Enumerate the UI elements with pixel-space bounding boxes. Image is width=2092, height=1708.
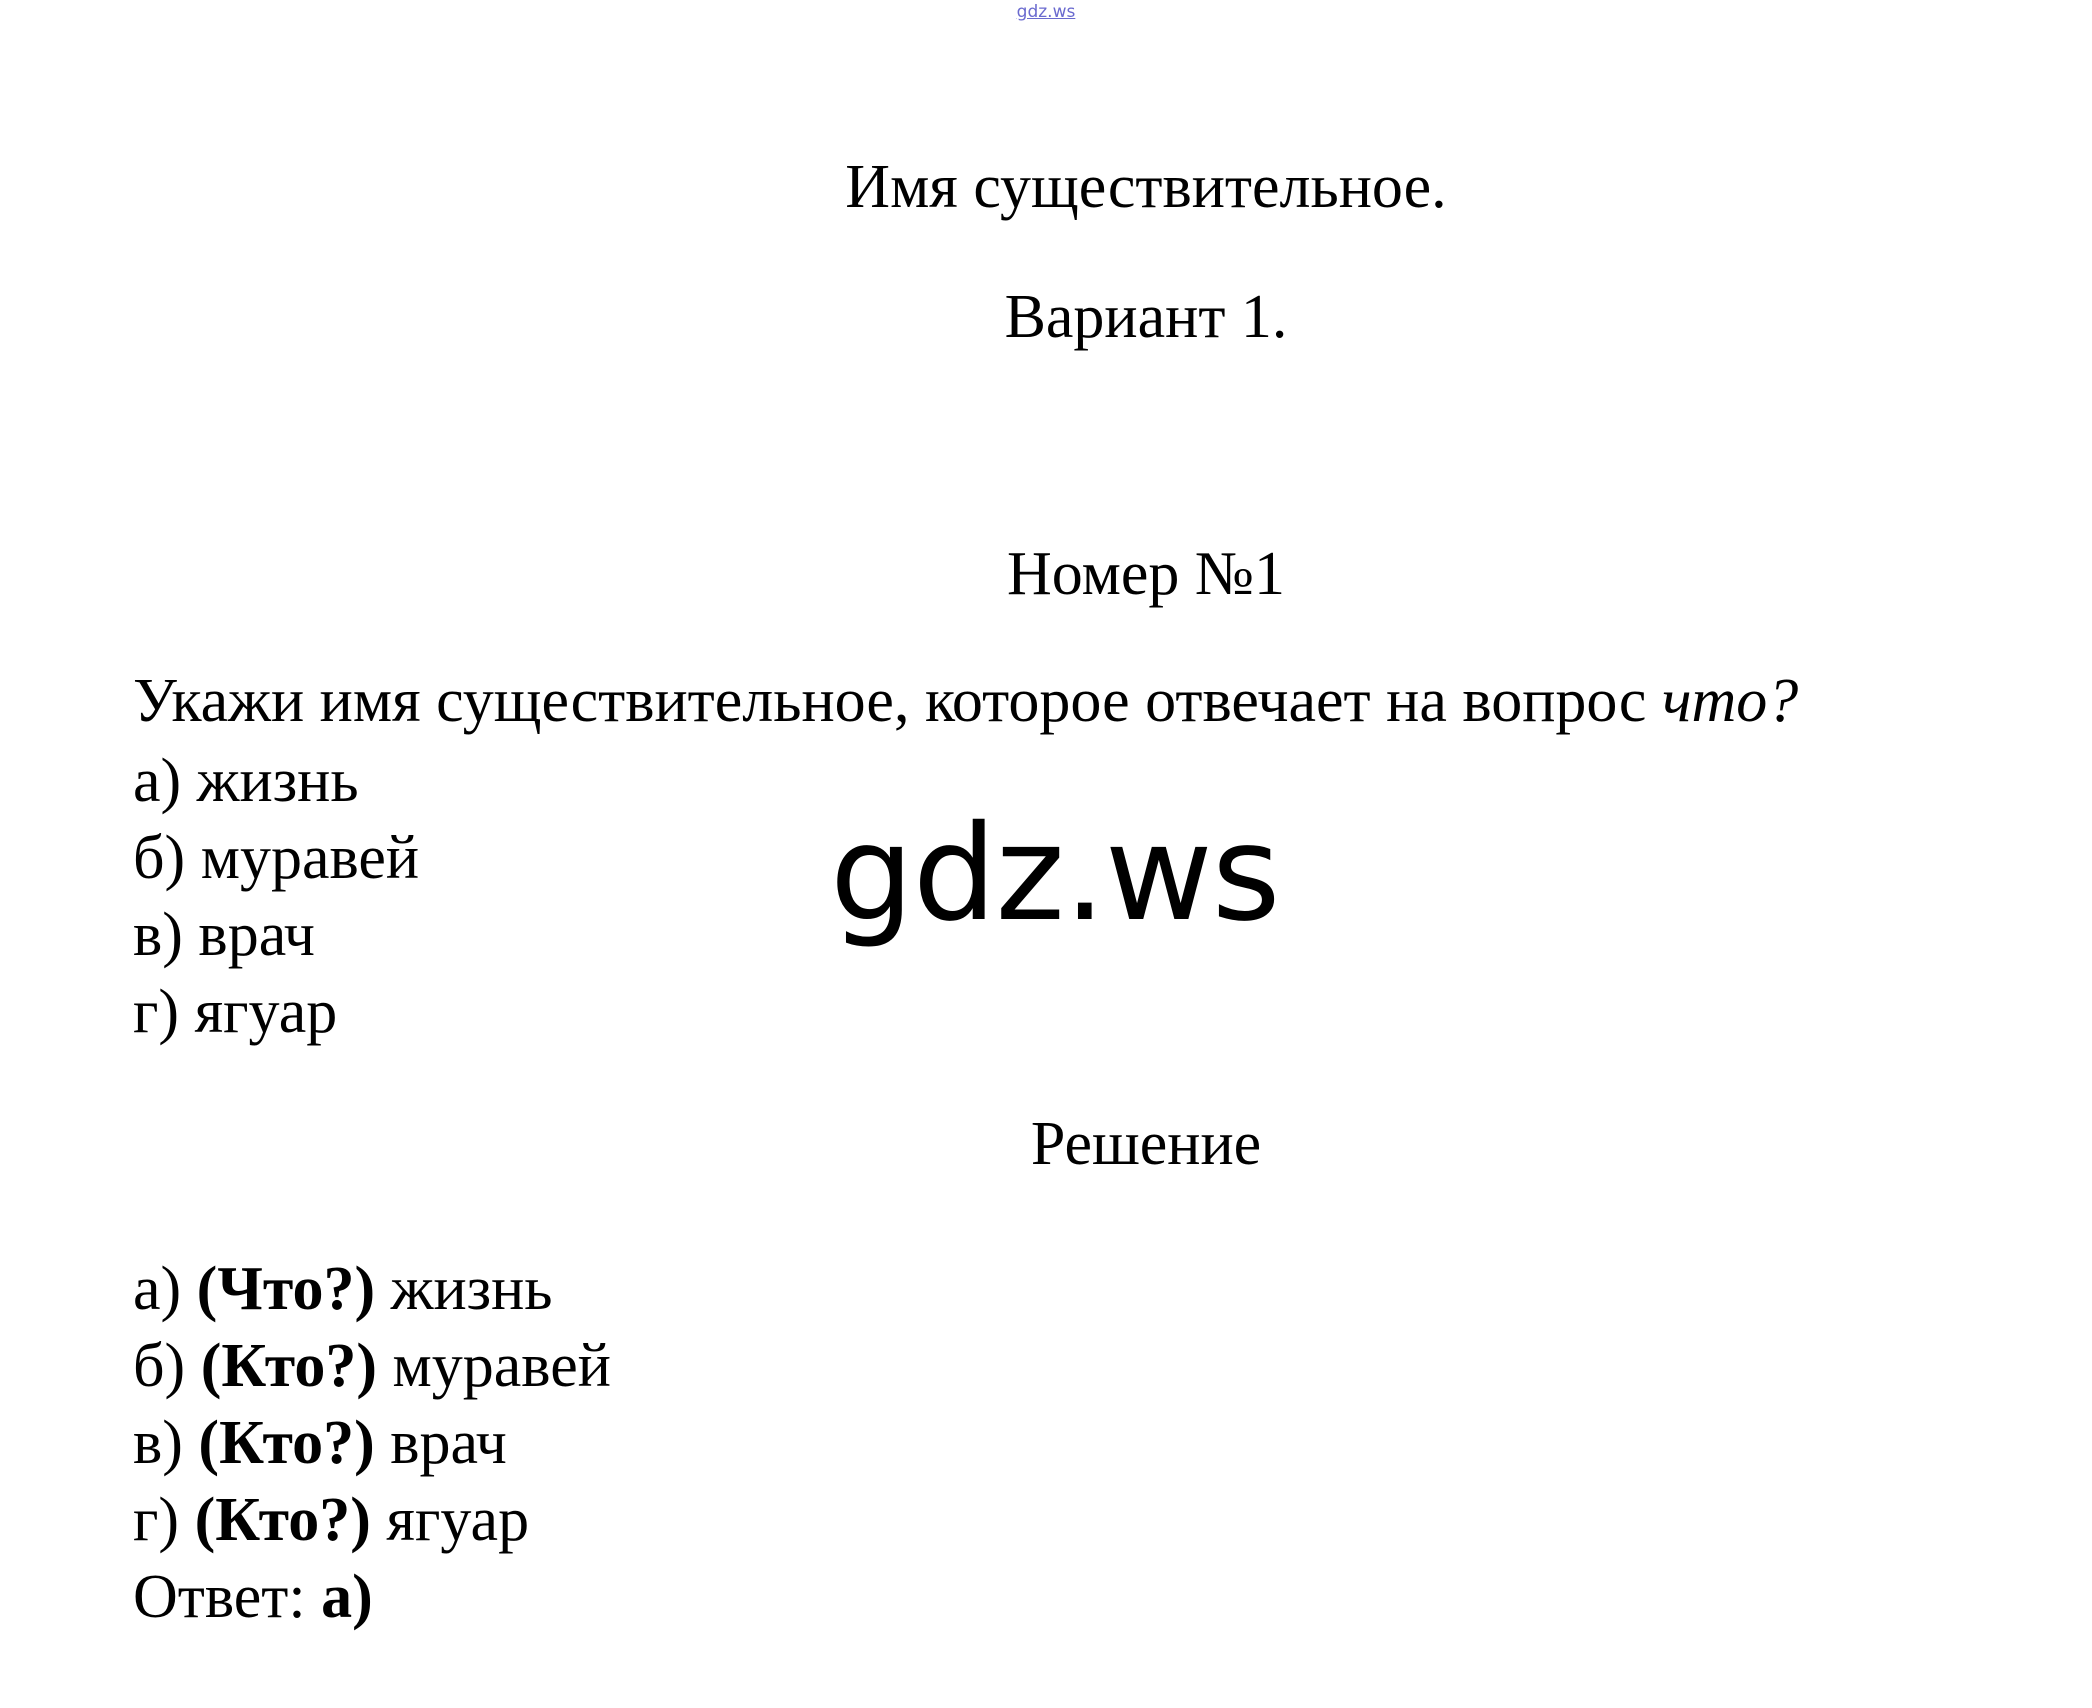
solution-word: ягуар [386,1486,530,1554]
option-word: врач [198,901,315,969]
answer-value: а) [321,1563,373,1631]
options-list [133,743,419,1051]
task-number: Номер №1 [1006,540,1285,608]
answer-label: Ответ: [133,1563,306,1631]
question-emphasis: что? [1661,667,1799,735]
solution-letter: б) [133,1332,186,1400]
solution-word: жизнь [390,1255,553,1323]
option-letter: а) [133,747,182,815]
solution-title: Решение [1030,1110,1262,1178]
solution-item [133,1251,611,1328]
final-answer [133,1559,373,1636]
option-word: ягуар [194,978,338,1046]
question-text [133,664,1798,738]
solution-letter: г) [133,1486,180,1554]
solution-list [133,1251,611,1559]
solution-question: (Кто?) [200,1332,378,1400]
option-letter: в) [133,901,183,969]
gdz-watermark-logo: gdz.ws [830,797,1280,951]
variant-title: Вариант 1. [1004,283,1288,351]
option-letter: г) [133,978,180,1046]
solution-letter: а) [133,1255,182,1323]
option-letter: б) [133,824,186,892]
solution-item [133,1328,611,1405]
top-watermark-link[interactable]: gdz.ws [1016,2,1076,22]
document-title: Имя существительное. [845,153,1447,221]
solution-word: врач [390,1409,507,1477]
solution-question: (Что?) [196,1255,376,1323]
solution-question: (Кто?) [198,1409,375,1477]
solution-question: (Кто?) [194,1486,371,1554]
solution-item [133,1405,611,1482]
option-item [133,974,419,1051]
option-word: муравей [200,824,420,892]
option-item [133,743,419,820]
option-word: жизнь [196,747,359,815]
solution-word: муравей [392,1332,611,1400]
solution-item [133,1482,611,1559]
option-item [133,897,419,974]
option-item [133,820,419,897]
question-main: Укажи имя существительное, которое отвечает на вопрос [133,667,1662,735]
solution-letter: в) [133,1409,183,1477]
